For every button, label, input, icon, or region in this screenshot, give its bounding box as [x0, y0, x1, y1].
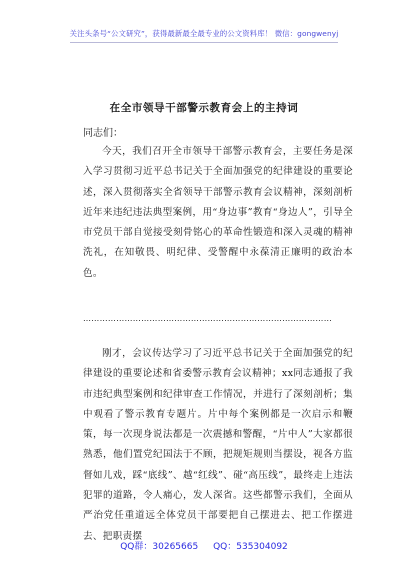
- paragraph-1: 今天，我们召开全市领导干部警示教育会，主要任务是深入学习贯彻习近平总书记关于全面加强党的纪律建设的重要论述，深入贯彻落实全省领导干部警示教育会议精神，深刻剖析近年来违纪违法典型案例，用“身边事”教育“身边人”，引导全市党员干部自觉接受刻骨铭心的革命性锻造和深入灵魂的精神洗礼，在知敬畏、明纪律、受警醒中永葆清正廉明的政治本色。: [83, 146, 353, 279]
- header-divider: [70, 42, 338, 43]
- header-promo: 关注头条号“公文研究”，获得最新最全最专业的公文资料库！ 微信：gongwenyj: [69, 29, 339, 38]
- footer-contact: [0, 539, 408, 552]
- salutation: 同志们：: [83, 128, 123, 139]
- paragraph-2: 刚才，会议传达学习了习近平总书记关于全面加强党的纪律建设的重要论述和省委警示教育会议精神；xx同志通报了我市违纪典型案例和纪律审查工作情况，并进行了深刻剖析；集中观看了警示教育专题片。片中每个案例都是一次启示和鞭策，每一次现身说法都是一次震撼和警醒，“片中人”大家都很熟悉，他们置党纪国法于不顾，把规矩规则当摆设，视各方监督如儿戏，踩“底线”、越“红线”、碰“高压线”，最终走上违法犯罪的道路，令人痛心，发人深省。这些都警示我们，全面从严治党任重道远全体党员干部要把自己摆进去、把工作摆进去、把职责摆: [83, 348, 353, 542]
- footer-qq: QQ：535304092: [213, 542, 288, 552]
- document-title: 在全市领导干部警示教育会上的主持词: [109, 102, 299, 114]
- footer-qq-group: QQ群：30265665: [120, 542, 199, 552]
- separator-dots: ………………………………………………………………………………: [83, 314, 332, 323]
